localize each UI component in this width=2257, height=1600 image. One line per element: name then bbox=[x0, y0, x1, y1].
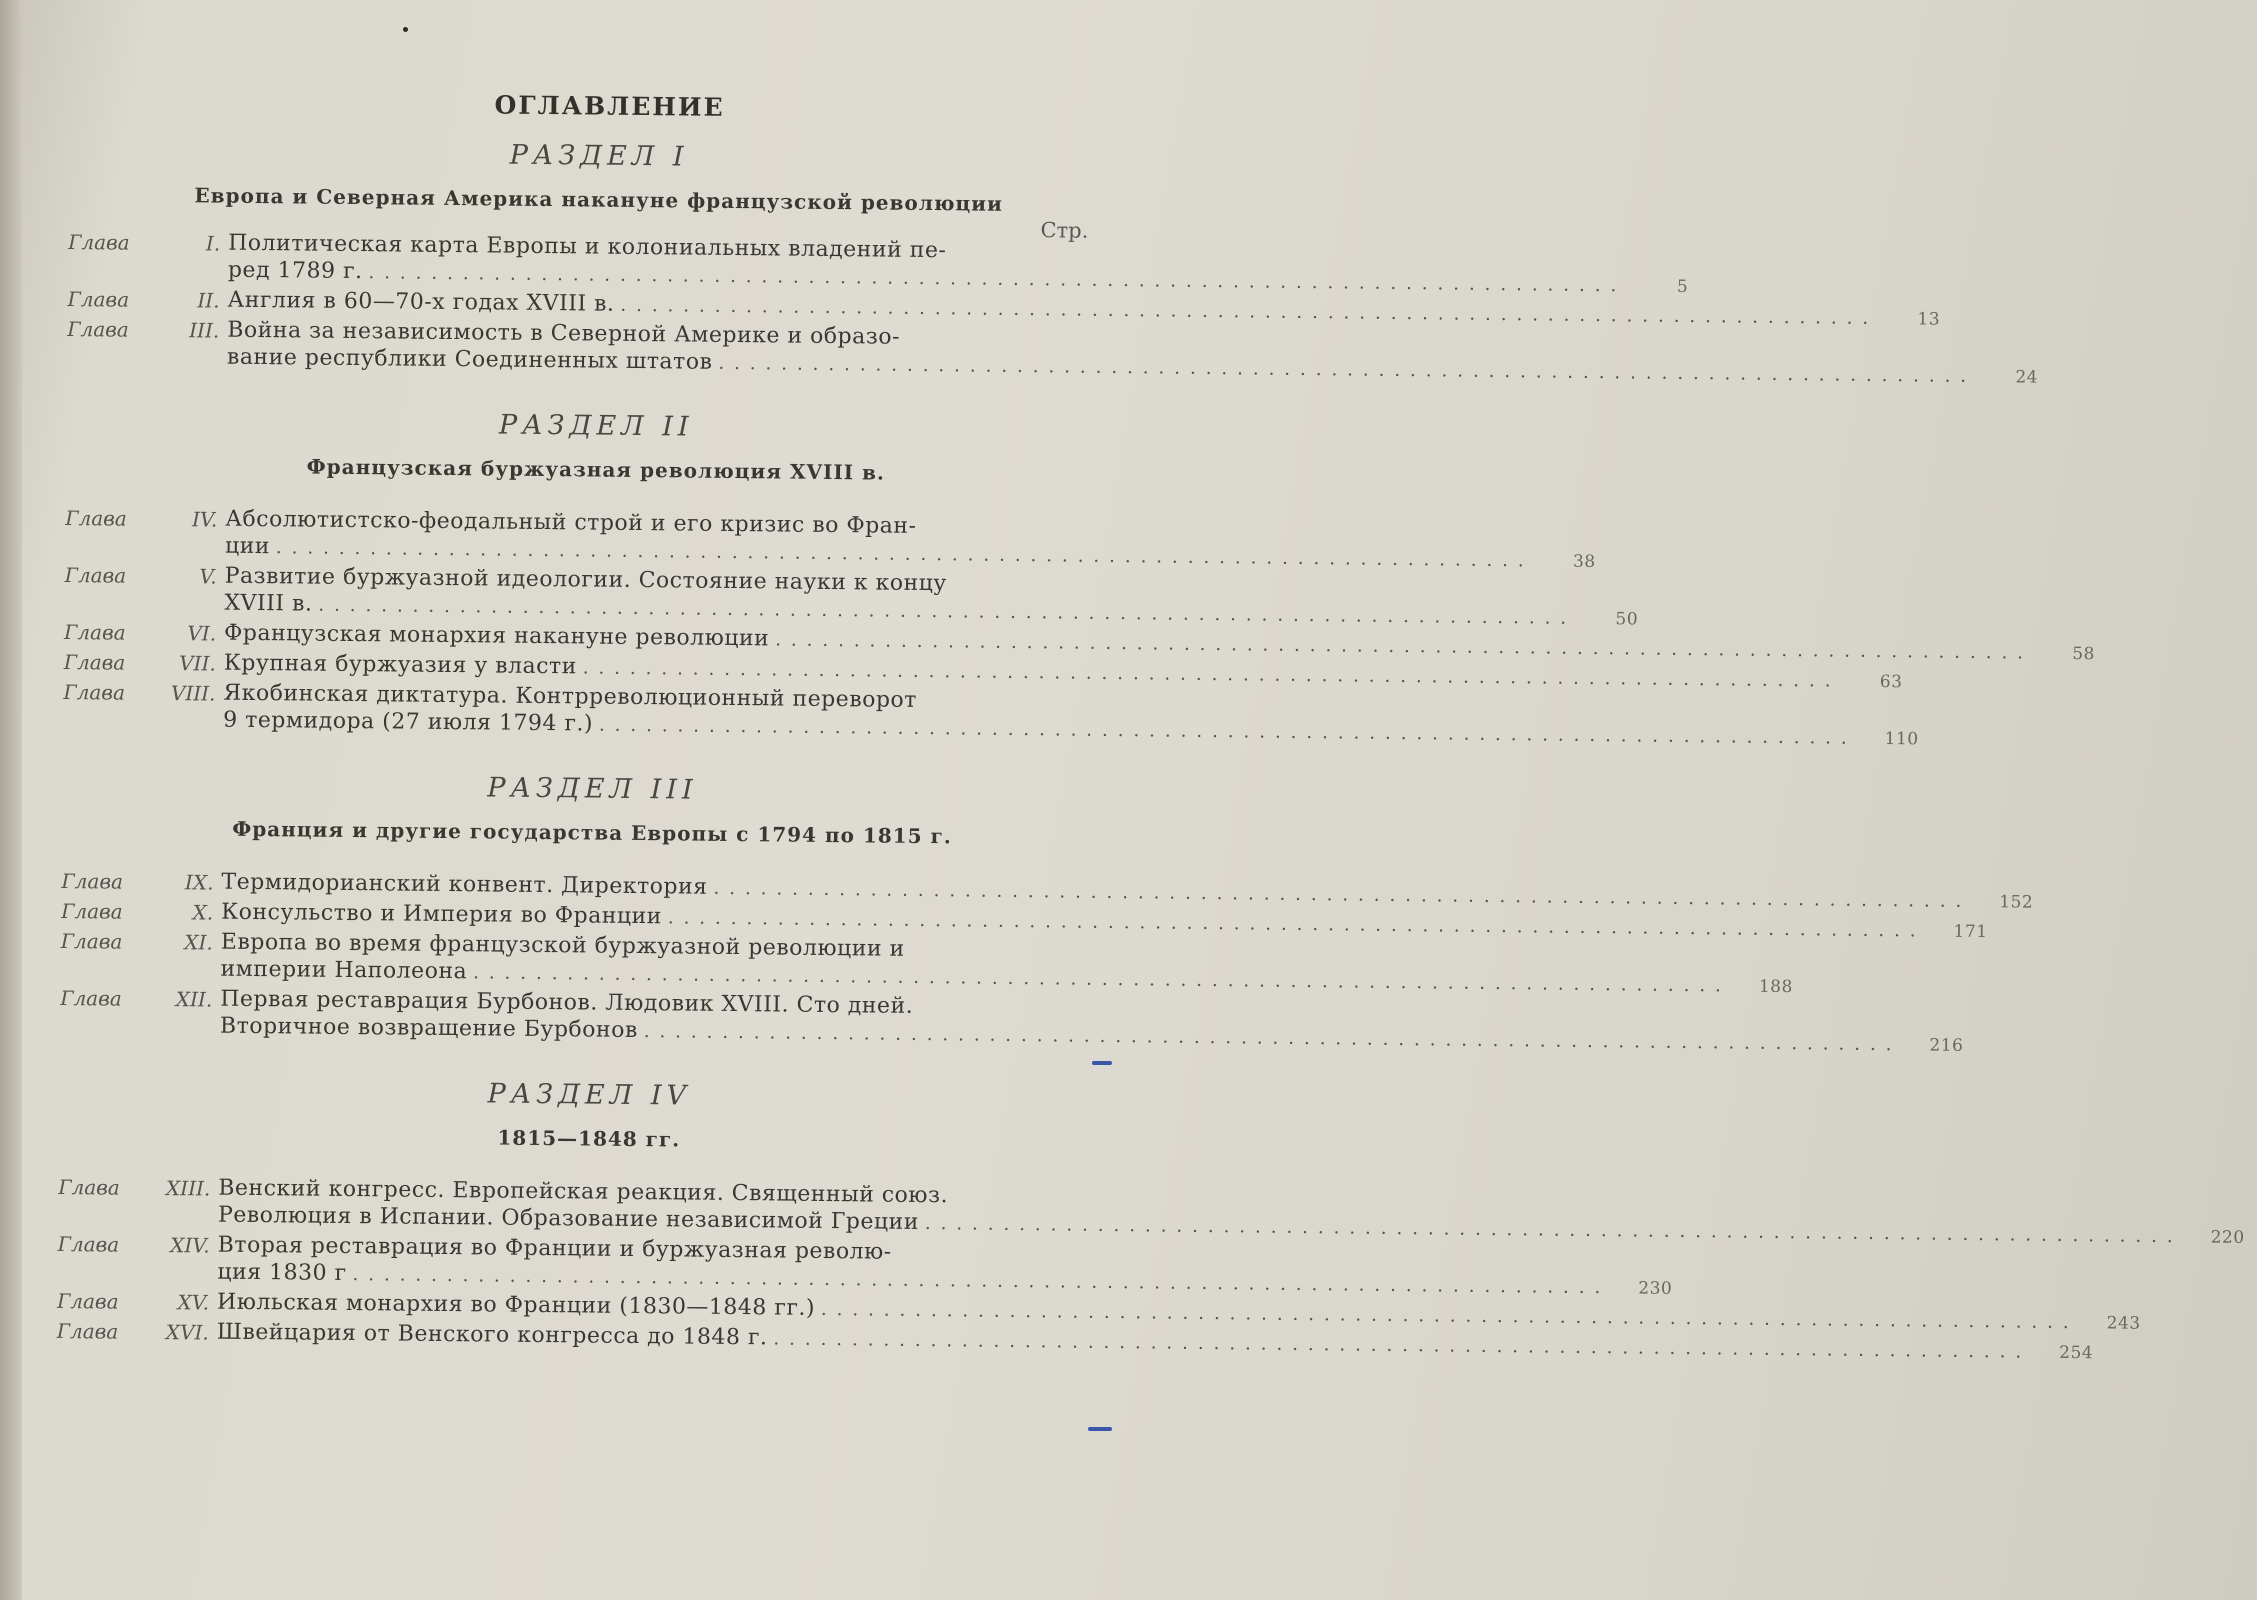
chapter-prefix bbox=[57, 1287, 217, 1318]
chapter-prefix bbox=[67, 315, 228, 373]
section-title: Франция и другие государства Европы с 1794 по 1815 г. bbox=[232, 816, 952, 849]
toc-section bbox=[63, 405, 2096, 750]
chapter-number: IV. bbox=[191, 507, 218, 532]
chapter-title-text: Абсолютистско-феодальный строй и его кризис во Фран- bbox=[225, 506, 917, 539]
chapter-title-text: ции bbox=[224, 533, 271, 560]
section-label: РАЗДЕЛ IV bbox=[487, 1078, 692, 1112]
page-number: 243 bbox=[2106, 1313, 2141, 1334]
chapter-prefix bbox=[65, 504, 226, 562]
chapter-title-text: Швейцария от Венского конгресса до 1848 г. bbox=[216, 1319, 768, 1351]
dot-leader: ................................................................................ bbox=[775, 629, 2034, 664]
chapter-title-text: Вторичное возвращение Бурбонов bbox=[219, 1013, 638, 1043]
chapter-word: Глава bbox=[60, 985, 122, 1011]
chapter-number: XII. bbox=[175, 987, 213, 1012]
chapter-number: XIII. bbox=[165, 1176, 211, 1201]
toc-section bbox=[60, 768, 2034, 1056]
dot-leader: ................................................................................ bbox=[368, 262, 1627, 297]
chapter-title-text: Июльская монархия во Франции (1830—1848 гг.) bbox=[216, 1289, 816, 1321]
section-title: 1815—1848 гг. bbox=[497, 1125, 681, 1152]
chapter-title-text: Англия в 60—70-х годах XVIII в. bbox=[227, 287, 615, 317]
dot-leader: ................................................................................ bbox=[473, 962, 1731, 997]
chapter-prefix bbox=[58, 1173, 219, 1231]
chapter-title-text: вание республики Соединенных штатов bbox=[226, 344, 713, 375]
page-number: 188 bbox=[1758, 976, 1793, 998]
dot-leader: ................................................................................ bbox=[598, 714, 1857, 749]
chapter-title-text: Развитие буржуазной идеологии. Состояние науки к концу bbox=[224, 563, 947, 597]
page-number: 110 bbox=[1884, 729, 1919, 750]
chapter-prefix bbox=[64, 561, 225, 619]
dot-leader: ................................................................................ bbox=[275, 537, 1534, 572]
page-number: 38 bbox=[1572, 551, 1596, 573]
chapter-title-text: Якобинская диктатура. Контрреволюционный переворот bbox=[223, 680, 918, 713]
page-number: 63 bbox=[1879, 671, 1903, 693]
dot-leader: ................................................................................ bbox=[924, 1213, 2183, 1248]
page-number: 220 bbox=[2210, 1227, 2245, 1248]
dot-leader: ................................................................................ bbox=[352, 1264, 1611, 1299]
chapter-number: VII. bbox=[179, 651, 216, 676]
chapter-number: XI. bbox=[184, 930, 213, 955]
page-number: 58 bbox=[2072, 644, 2096, 665]
ink-speck bbox=[403, 27, 408, 32]
chapter-prefix bbox=[61, 867, 221, 898]
chapter-title-text: Революция в Испании. Образование независимой Греции bbox=[217, 1202, 920, 1235]
chapter-number: VIII. bbox=[170, 681, 216, 706]
dot-leader: ................................................................................ bbox=[643, 1021, 1902, 1056]
dot-leader: ................................................................................ bbox=[773, 1328, 2032, 1363]
chapter-title-text: Французская монархия накануне революции bbox=[223, 620, 770, 652]
dot-leader: ................................................................................ bbox=[718, 352, 1977, 387]
chapter-word: Глава bbox=[65, 505, 127, 531]
toc-entry bbox=[60, 927, 1793, 998]
chapter-title-text: Венский конгресс. Европейская реакция. Священный союз. bbox=[218, 1175, 949, 1209]
chapter-title-text: Политическая карта Европы и колониальных владений пе- bbox=[228, 230, 947, 264]
pen-mark bbox=[1092, 1061, 1112, 1065]
chapter-prefix bbox=[68, 228, 229, 286]
page-number: 50 bbox=[1615, 609, 1639, 630]
chapter-word: Глава bbox=[67, 316, 129, 342]
toc-title: ОГЛАВЛЕНИЕ bbox=[494, 90, 725, 122]
page-column-label: Стр. bbox=[1040, 218, 1089, 243]
chapter-number: II. bbox=[197, 288, 220, 313]
chapter-prefix bbox=[57, 1317, 217, 1348]
section-label: РАЗДЕЛ II bbox=[498, 409, 694, 443]
toc-entry bbox=[68, 228, 1689, 297]
chapter-title-text: ция 1830 г bbox=[217, 1259, 347, 1286]
chapter-title-text: Европа во время французской буржуазной революции и bbox=[220, 929, 905, 962]
chapter-title-text: Вторая реставрация во Франции и буржуазная револю- bbox=[217, 1232, 892, 1265]
chapter-title-text: Крупная буржуазия у власти bbox=[223, 650, 577, 680]
dot-leader: ................................................................................ bbox=[667, 907, 1926, 942]
page-number: 216 bbox=[1929, 1035, 1964, 1056]
dot-leader: ................................................................................ bbox=[582, 657, 1841, 692]
chapter-number: V. bbox=[199, 564, 217, 589]
chapter-title-text: Консульство и Империя во Франции bbox=[221, 899, 663, 930]
chapter-prefix bbox=[63, 678, 224, 736]
section-label: РАЗДЕЛ I bbox=[509, 139, 689, 173]
chapter-title-text: 9 термидора (27 июля 1794 г.) bbox=[223, 707, 594, 737]
chapter-number: XV. bbox=[177, 1290, 210, 1315]
dot-leader: ................................................................................ bbox=[713, 877, 1972, 912]
chapter-word: Глава bbox=[57, 1231, 120, 1257]
toc-entry bbox=[65, 504, 1596, 573]
page-number: 254 bbox=[2059, 1342, 2094, 1364]
toc-section bbox=[56, 1074, 2245, 1364]
page-number: 230 bbox=[1638, 1278, 1673, 1299]
chapter-prefix bbox=[60, 927, 221, 985]
chapter-number: VI. bbox=[187, 621, 217, 646]
chapter-number: XVI. bbox=[165, 1320, 209, 1345]
chapter-title-text: империи Наполеона bbox=[220, 956, 468, 985]
chapter-word: Глава bbox=[68, 229, 130, 255]
chapter-prefix bbox=[64, 648, 224, 679]
page-number: 13 bbox=[1917, 309, 1941, 330]
chapter-title-text: Первая реставрация Бурбонов. Людовик XVIII. Сто дней. bbox=[220, 986, 914, 1019]
section-title: Французская буржуазная революция XVIII в. bbox=[306, 454, 886, 485]
dot-leader: ................................................................................ bbox=[820, 1298, 2079, 1334]
chapter-word: Глава bbox=[60, 928, 123, 954]
chapter-number: IX. bbox=[184, 870, 214, 895]
chapter-word: Глава bbox=[56, 1318, 119, 1344]
chapter-word: Глава bbox=[63, 619, 126, 645]
toc-sections bbox=[56, 135, 2245, 1364]
dot-leader: ................................................................................ bbox=[318, 594, 1577, 629]
dot-leader: ................................................................................ bbox=[620, 294, 1879, 329]
chapter-prefix bbox=[60, 984, 221, 1042]
chapter-word: Глава bbox=[63, 649, 126, 675]
chapter-word: Глава bbox=[63, 679, 126, 705]
chapter-title-text: Термидорианский конвент. Директория bbox=[221, 869, 708, 900]
chapter-prefix bbox=[64, 618, 224, 649]
pen-mark bbox=[1088, 1427, 1112, 1431]
page-number: 24 bbox=[2015, 367, 2039, 388]
section-label: РАЗДЕЛ III bbox=[487, 772, 698, 806]
chapter-title-text: XVIII в. bbox=[224, 590, 313, 617]
page-number: 152 bbox=[1999, 892, 2034, 913]
chapter-prefix bbox=[61, 897, 221, 928]
chapter-title-text: Война за независимость в Северной Америке и образо- bbox=[227, 317, 901, 350]
toc-section bbox=[67, 135, 2039, 388]
chapter-word: Глава bbox=[58, 1174, 120, 1200]
chapter-number: X. bbox=[192, 900, 214, 925]
page-number: 5 bbox=[1676, 276, 1689, 297]
chapter-word: Глава bbox=[61, 898, 123, 924]
section-title: Европа и Северная Америка накануне французской революции bbox=[194, 183, 1004, 216]
chapter-number: I. bbox=[205, 231, 221, 256]
chapter-number: XIV. bbox=[170, 1233, 210, 1258]
chapter-number: III. bbox=[189, 318, 220, 343]
page-binding-edge bbox=[0, 0, 22, 1600]
toc-entry bbox=[57, 1230, 1673, 1299]
page-number: 171 bbox=[1953, 921, 1988, 943]
chapter-word: Глава bbox=[61, 868, 124, 894]
chapter-word: Глава bbox=[67, 286, 130, 312]
chapter-title-text: ред 1789 г. bbox=[227, 257, 363, 285]
chapter-word: Глава bbox=[64, 562, 127, 588]
toc-page bbox=[56, 70, 2245, 1391]
chapter-word: Глава bbox=[56, 1288, 119, 1314]
chapter-prefix bbox=[67, 285, 227, 316]
chapter-prefix bbox=[57, 1230, 218, 1288]
